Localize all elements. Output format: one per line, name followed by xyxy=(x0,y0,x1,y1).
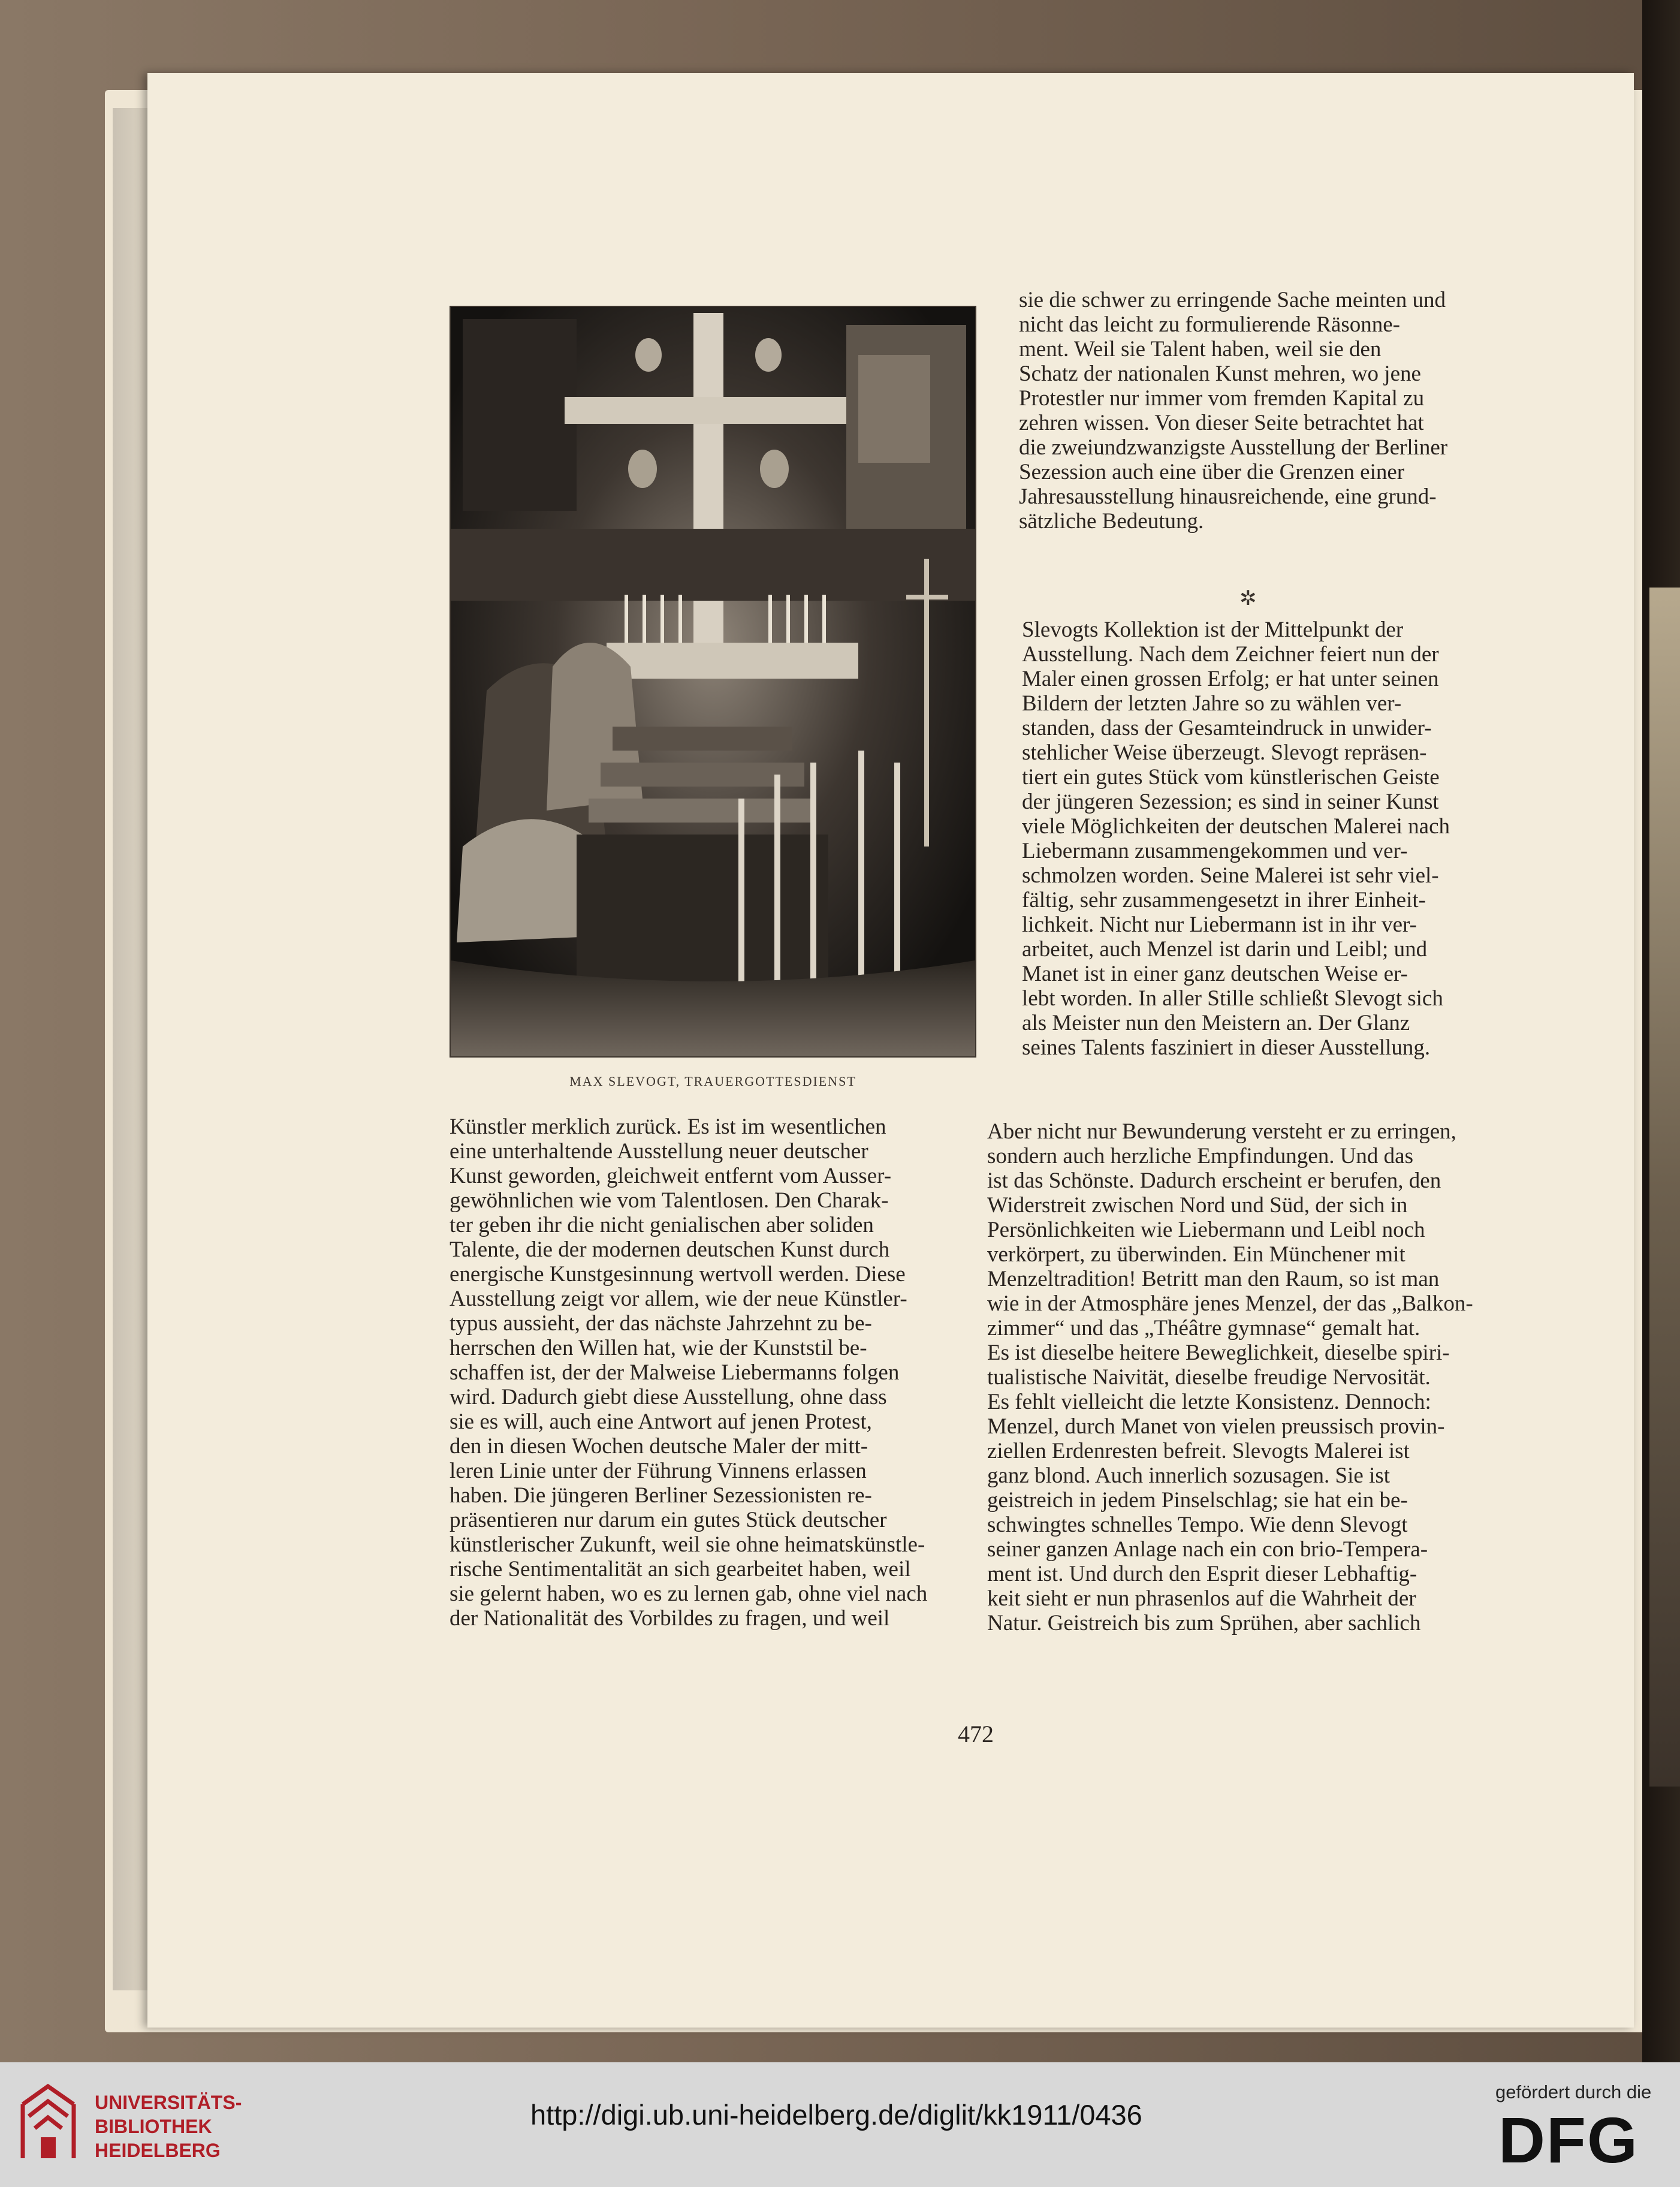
right-column-top xyxy=(1019,288,1495,534)
institution-line-1: UNIVERSITÄTS- xyxy=(95,2092,242,2113)
permalink-url[interactable]: http://digi.ub.uni-heidelberg.de/diglit/kk1911/0436 xyxy=(530,2099,1142,2131)
institution-line-2: BIBLIOTHEK xyxy=(95,2116,212,2137)
left-column-text: Künstler merklich zurück. Es ist im wesentlichen eine unterhaltende Ausstellung neuer deutscher Kunst geworden, gleichweit entfernt vom Ausser- gewöhnlichen wie vom Talentlosen. Den Charak- ter geben ihr die nicht genialischen aber soliden Talente, die der modernen deutschen Kunst durch energische Kunstgesinnung wertvoll werden. Diese Ausstellung zeigt vor allem, wie der neue Künstler- typus aussieht, der das nächste Jahrzehnt zu be- herrschen den Willen hat, wie der Kunststil be- schaffen ist, der der Malweise Liebermanns folgen wird. Dadurch giebt diese Ausstellung, ohne dass sie es will, auch eine Antwort auf jenen Protest, den in diesen Wochen deutsche Maler der mitt- leren Linie unter der Führung Vinnens erlassen haben. Die jüngeren Berliner Sezessionisten re- präsentieren nur darum ein gutes Stück deutscher künstlerischer Zukunft, weil sie ohne heimatskünstle- rische Sentimentalität an sich gearbeitet haben, weil sie gelernt haben, wo es zu lernen gab, ohne viel nach der Nationalität des Vorbildes zu fragen, und weil xyxy=(450,1114,928,1631)
ub-heidelberg-logo-icon xyxy=(17,2080,80,2164)
painting-reproduction xyxy=(451,307,975,1056)
institution-line-3: HEIDELBERG xyxy=(95,2140,221,2161)
institution-name xyxy=(95,2090,242,2162)
dfg-logo: DFG xyxy=(1498,2104,1639,2176)
right-column-mid xyxy=(1022,617,1498,1060)
facing-page-strip xyxy=(1649,588,1680,1787)
left-column xyxy=(450,1114,977,1631)
right-column-bottom-text: Aber nicht nur Bewunderung versteht er zu erringen, sondern auch herzliche Empfindungen. Und das ist das Schönste. Dadurch erscheint er berufen, den Widerstreit zwischen Nord und Süd, der sich in Persönlichkeiten wie Liebermann und Leibl noch verkörpert, zu überwinden. Ein Münchener mit Menzeltradition! Betritt man den Raum, so ist man wie in der Atmosphäre jenes Menzel, der das „Balkon- zimmer“ und das „Théâtre gymnase“ gemalt hat. Es ist dieselbe heitere Beweglichkeit, dieselbe spiri- tualistische Naivität, dieselbe freudige Nervosität. Es fehlt vielleicht die letzte Konsistenz. Dennoch: Menzel, durch Manet von vielen preussisch provin- ziellen Erdenresten befreit. Slevogts Malerei ist ganz blond. Auch innerlich sozusagen. Sie ist geistreich in jedem Pinselschlag; sie hat ein be- schwingtes schnelles Tempo. Wie denn Slevogt seiner ganzen Anlage nach ein con brio-Tempera- ment ist. Und durch den Esprit dieser Lebhaftig- keit sieht er nun phrasenlos auf die Wahrheit der Natur. Geistreich bis zum Sprühen, aber sachlich xyxy=(987,1119,1473,1635)
painting-image xyxy=(451,307,975,1056)
right-column-bottom xyxy=(987,1119,1503,1635)
section-divider-asterism: ✲ xyxy=(1239,588,1257,610)
funded-by-label: gefördert durch die xyxy=(1495,2081,1652,2102)
figure-caption: MAX SLEVOGT, TRAUERGOTTESDIENST xyxy=(569,1074,856,1089)
right-column-top-text: sie die schwer zu erringende Sache meinten und nicht das leicht zu formulierende Räsonne- ment. Weil sie Talent haben, weil sie den Schatz der nationalen Kunst mehren, wo jene Protestler nur immer vom fremden Kapital zu zehren wissen. Von dieser Seite betrachtet hat die zweiundzwanzigste Ausstellung der Berliner Sezession auch eine über die Grenzen einer Jahresausstellung hinausreichende, eine grund- sätzliche Bedeutung. xyxy=(1019,288,1448,534)
page-number: 472 xyxy=(958,1721,994,1748)
right-column-mid-text: Slevogts Kollektion ist der Mittelpunkt der Ausstellung. Nach dem Zeichner feiert nun der Maler einen grossen Erfolg; er hat unter seinen Bildern der letzten Jahre so zu wählen ver- standen, dass der Gesamteindruck in unwider- stehlicher Weise überzeugt. Slevogt repräsen- tiert ein gutes Stück vom künstlerischen Geiste der jüngeren Sezession; es sind in seiner Kunst viele Möglichkeiten der deutschen Malerei nach Liebermann zusammengekommen und ver- schmolzen worden. Seine Malerei ist sehr viel- fältig, sehr zusammengesetzt in ihrer Einheit- lichkeit. Nicht nur Liebermann ist in ihr ver- arbeitet, auch Menzel ist darin und Leibl; und Manet ist in einer ganz deutschen Weise er- lebt worden. In aller Stille schließt Slevogt sich als Meister nun den Meistern an. Der Glanz seines Talents fasziniert in dieser Ausstellung. xyxy=(1022,617,1450,1060)
